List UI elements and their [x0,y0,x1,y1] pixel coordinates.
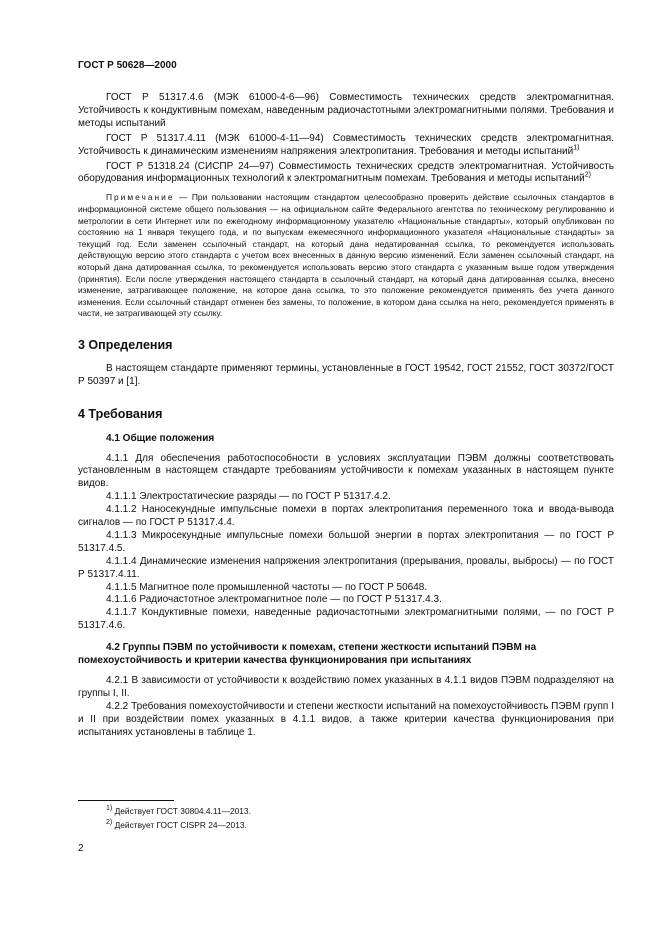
section-3-title: 3 Определения [78,337,173,352]
running-header: ГОСТ Р 50628—2000 [78,60,177,71]
clause-4-2-2: 4.2.2 Требования помехоустойчивости и степени жесткости испытаний на помехоустойчивость ПЭВМ групп I и II при воздействии помех указанных в 4.1.1 видов, а также критерии качества функционирования при испытаниях установлены в таблице 1. [78,701,614,738]
normative-reference: ГОСТ Р 51317.4.6 (МЭК 61000-4-6—96) Совместимость технических средств электромагнитная. Устойчивость к кондуктивным помехам, наведенным радиочастотными электромагнитными полями. Требования и методы испытаний [78,92,614,129]
note-paragraph [78,192,614,320]
clause-item: 4.1.1.7 Кондуктивные помехи, наведенные радиочастотными электромагнитными полями, — по ГОСТ Р 51317.4.6. [78,607,614,632]
clause-item: 4.1.1.4 Динамические изменения напряжения электропитания (прерывания, провалы, выбросы) — по ГОСТ Р 51317.4.11. [78,555,614,580]
normative-reference: ГОСТ Р 51318.24 (СИСПР 24—97) Совместимость технических средств электромагнитная. Устойчивость оборудования информационных технологий к электромагнитным помехам. Требования и методы испытаний$^{2)}$ [78,160,614,185]
clause-4-1-1: 4.1.1 Для обеспечения работоспособности в условиях эксплуатации ПЭВМ должны соответствовать установленным в настоящем стандарте требованиям устойчивости к помехам указанных в настоящем пункте видов. [78,452,614,490]
note-text: — При пользовании настоящим стандартом целесообразно проверить действие ссылочных стандартов в информационной системе общего пользования — на официальном сайте Федерального агентства по техническому регулированию и метрологии в сети Интернет или по ежегодному информационному указателю «Национальные стандарты», который опубликован по состоянию на 1 января текущего года, и по выпускам ежемесячного информационного указателя «Национальные стандарты» за текущий год. Если заменен ссылочный стандарт, на который дана недатированная ссылка, то рекомендуется использовать действующую версию этого стандарта с учетом всех внесенных в данную версию изменений. Если заменен ссылочный стандарт, на который дана датированная ссылка, то рекомендуется использовать версию этого стандарта с указанным выше годом утверждения (принятия). Если после утверждения настоящего стандарта в ссылочный стандарт, на который дана датированная ссылка, внесено изменение, затрагивающее положение, на которое дана ссылка, то это положение рекомендуется применять без учета данного изменения. Если ссылочный стандарт отменен без замены, то положение, в котором дана ссылка на него, рекомендуется применять в части, не затрагивающей эту ссылку. [78,192,615,319]
footnote: $^{1)}$ Действует ГОСТ 30804.4.11—2013. [106,805,251,816]
section-4-title: 4 Требования [78,406,163,421]
page-body [78,92,614,740]
subsection-4-2-title: 4.2 Группы ПЭВМ по устойчивости к помехам, степени жесткости испытаний ПЭВМ на помехоустойчивость и критерии качества функционирования при испытаниях [78,642,537,667]
footnote-mark: 1) [573,144,580,152]
footnote: $^{2)}$ Действует ГОСТ CISPR 24—2013. [106,819,247,830]
page-number: 2 [78,843,84,854]
clause-item: 4.1.1.3 Микросекундные импульсные помехи большой энергии в портах электропитания — по ГОСТ Р 51317.4.5. [78,529,614,554]
subsection-4-1-title: 4.1 Общие положения [106,432,215,444]
clause-item: 4.1.1.1 Электростатические разряды — по ГОСТ Р 51317.4.2. [106,491,391,503]
clause-item: 4.1.1.2 Наносекундные импульсные помехи в портах электропитания переменного тока и ввода-вывода сигналов — по ГОСТ Р 51317.4.4. [78,504,614,529]
note-label: Примечание [106,192,175,203]
normative-reference: ГОСТ Р 51317.4.11 (МЭК 61000-4-11—94) Совместимость технических средств электромагнитная. Устойчивость к динамическим изменениям напряжения электропитания. Требования и методы испытаний$^{1)}$ [78,132,614,157]
footnote-mark: 2) [584,172,591,180]
clause-item: 4.1.1.6 Радиочастотное электромагнитное поле — по ГОСТ Р 51317.4.3. [106,594,442,606]
clause-item: 4.1.1.5 Магнитное поле промышленной частоты — по ГОСТ Р 50648. [106,581,428,593]
footnote-separator [78,800,174,801]
section-3-text: В настоящем стандарте применяют термины, установленные в ГОСТ 19542, ГОСТ 21552, ГОСТ 30372/ГОСТ Р 50397 и [1]. [78,362,614,387]
clause-4-2-1: 4.2.1 В зависимости от устойчивости к воздействию помех указанных в 4.1.1 видов ПЭВМ подразделяют на группы I, II. [78,675,614,700]
